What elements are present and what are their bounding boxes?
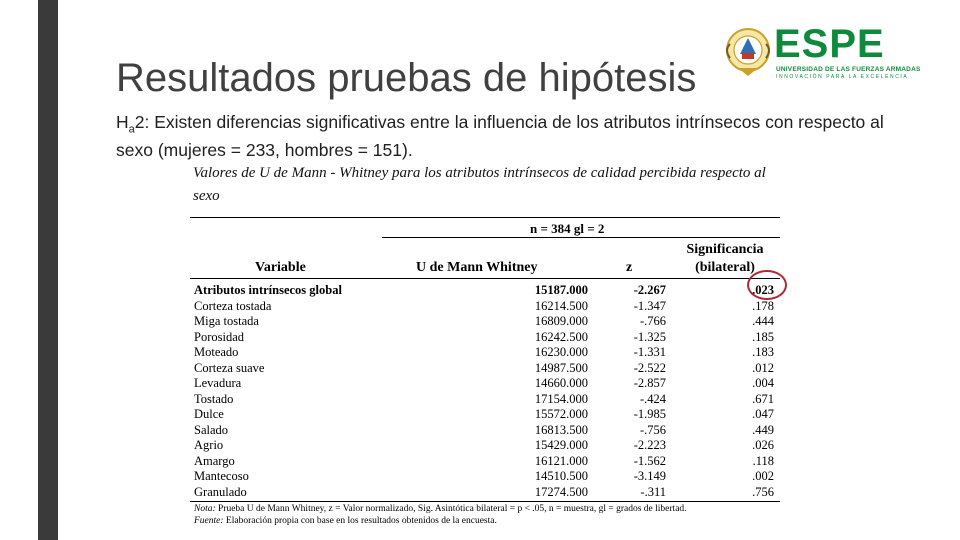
cell-u: 15187.000 (534, 283, 588, 297)
cell-variable: Porosidad (194, 329, 244, 344)
table-row (190, 299, 780, 315)
table-row (190, 330, 780, 346)
bottom-rule (190, 501, 780, 502)
cell-sig: .185 (752, 329, 774, 344)
cell-variable: Atributos intrínsecos global (194, 283, 342, 297)
cell-z: -1.562 (633, 453, 666, 468)
table-row (190, 361, 780, 377)
cell-sig: .004 (752, 376, 774, 390)
cell-sig: .023 (752, 283, 774, 297)
cell-sig: .671 (752, 391, 774, 406)
cell-variable: Agrio (194, 438, 224, 452)
cell-u: 15429.000 (534, 438, 588, 452)
cell-sig: .047 (752, 407, 774, 421)
table-row (190, 407, 780, 423)
cell-u: 16214.500 (534, 298, 588, 313)
left-margin (0, 0, 38, 540)
table-row (190, 345, 780, 361)
cell-sig: .449 (752, 422, 774, 437)
group-header: n = 384 gl = 2 (530, 221, 605, 236)
cell-sig: .026 (752, 438, 774, 452)
cell-u: 17274.500 (534, 484, 588, 499)
cell-z: -.311 (640, 484, 666, 499)
cell-z: -2.267 (633, 283, 666, 297)
table-row (190, 438, 780, 454)
cell-variable: Corteza suave (194, 360, 265, 375)
cell-u: 16242.500 (534, 329, 588, 344)
cell-z: -1.325 (633, 329, 666, 344)
col-header-u: U de Mann Whitney (416, 260, 538, 275)
table-row (190, 454, 780, 470)
table-row (190, 392, 780, 408)
cell-z: -3.149 (633, 469, 666, 483)
cell-u: 16809.000 (534, 314, 588, 328)
cell-sig: .118 (752, 453, 774, 468)
cell-variable: Amargo (194, 453, 235, 468)
cell-sig: .183 (752, 345, 774, 359)
cell-sig: .444 (752, 314, 774, 328)
table-row (190, 423, 780, 439)
cell-z: -1.331 (633, 345, 666, 359)
top-rule (190, 217, 780, 218)
table-row (190, 283, 780, 299)
cell-z: -.756 (639, 422, 666, 437)
cell-variable: Levadura (194, 376, 242, 390)
cell-variable: Mantecoso (194, 469, 249, 483)
group-rule (382, 237, 780, 238)
cell-variable: Miga tostada (194, 314, 259, 328)
cell-sig: .012 (752, 360, 774, 375)
cell-u: 15572.000 (534, 407, 588, 421)
cell-z: -.766 (639, 314, 666, 328)
table-body (190, 283, 780, 500)
cell-variable: Corteza tostada (194, 298, 272, 313)
cell-variable: Salado (194, 422, 229, 437)
cell-sig: .002 (752, 469, 774, 483)
cell-z: -2.857 (633, 376, 666, 390)
cell-sig: .756 (752, 484, 774, 499)
table-caption: Valores de U de Mann - Whitney para los atributos intrínsecos de calidad percibida respecto al sexo (193, 165, 766, 204)
col-header-z: z (626, 260, 633, 275)
col-header-variable: Variable (255, 260, 306, 275)
logo-line1: UNIVERSIDAD DE LAS FUERZAS ARMADAS (776, 66, 921, 73)
logo-line2: INNOVACIÓN PARA LA EXCELENCIA (776, 74, 909, 80)
logo-wordmark: ESPE (774, 22, 885, 66)
cell-z: -.424 (639, 391, 666, 406)
university-seal-icon (724, 26, 772, 78)
cell-u: 16121.000 (534, 453, 588, 468)
slide-title: Resultados pruebas de hipótesis (116, 56, 697, 100)
cell-variable: Granulado (194, 484, 247, 499)
espe-logo (724, 22, 921, 82)
cell-z: -1.985 (633, 407, 666, 421)
cell-z: -2.522 (633, 360, 666, 375)
table-row (190, 485, 780, 501)
col-header-sig: Significancia (bilateral) (686, 242, 764, 275)
cell-z: -1.347 (633, 298, 666, 313)
left-accent-bar (38, 0, 58, 540)
cell-u: 14987.500 (534, 360, 588, 375)
table-row (190, 469, 780, 485)
cell-sig: .178 (752, 298, 774, 313)
cell-variable: Moteado (194, 345, 239, 359)
table-note: Nota: Prueba U de Mann Whitney, z = Valor normalizado, Sig. Asintótica bilateral = p < .05, n = muestra, gl = grados de libertad. Fuente: Elaboración propia con base en los resultados obtenidos de la encuesta. (194, 504, 687, 526)
cell-u: 14510.500 (534, 469, 588, 483)
cell-u: 14660.000 (534, 376, 588, 390)
highlight-circle (747, 270, 787, 300)
cell-u: 17154.000 (534, 391, 588, 406)
cell-z: -2.223 (633, 438, 666, 452)
table-row (190, 376, 780, 392)
cell-u: 16813.500 (534, 422, 588, 437)
cell-variable: Dulce (194, 407, 224, 421)
cell-u: 16230.000 (534, 345, 588, 359)
hypothesis-text: $H_a2$: Existen diferencias significativas entre la influencia de los atributos intrínsecos con respecto al sexo (mujeres = 233, hombres = 151). (116, 112, 884, 160)
cell-variable: Tostado (194, 391, 234, 406)
header-rule (190, 278, 780, 279)
table-row (190, 314, 780, 330)
